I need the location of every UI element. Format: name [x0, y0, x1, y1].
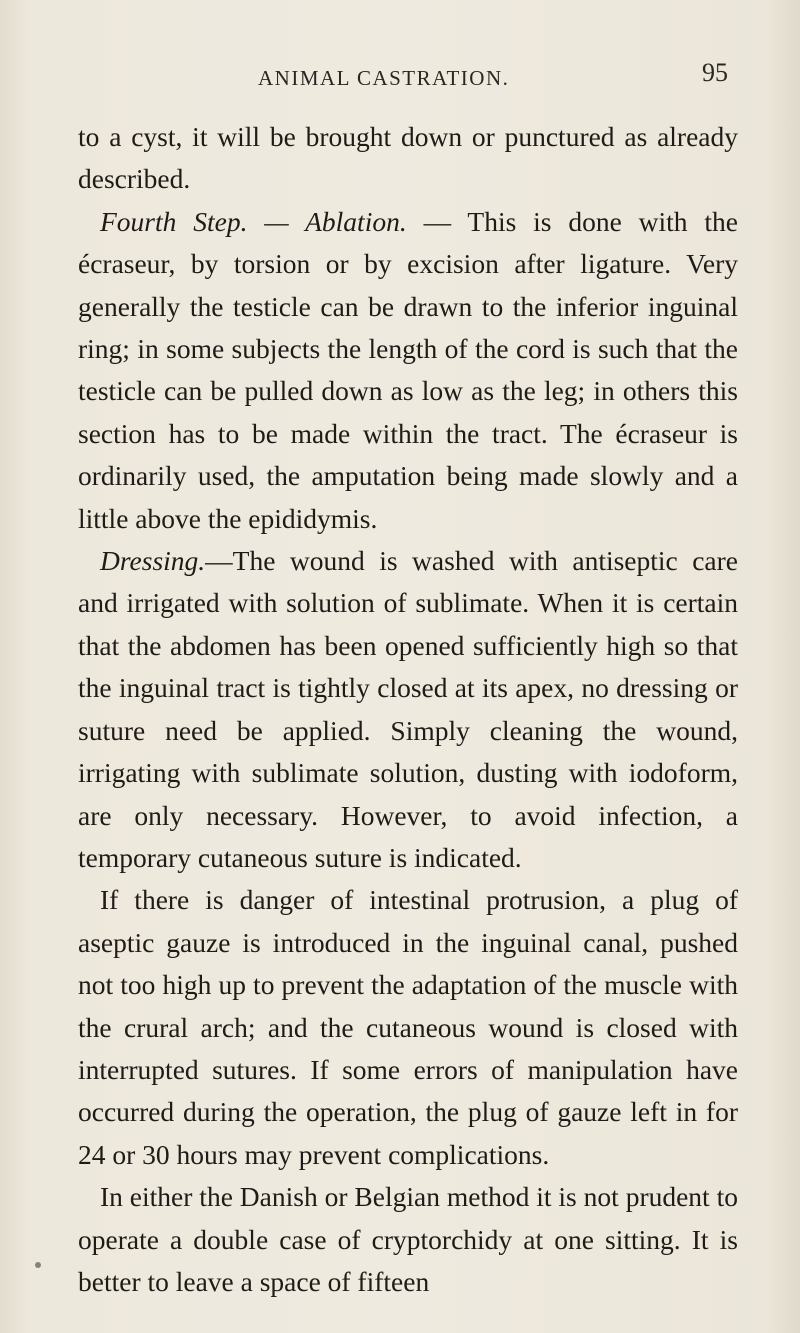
paragraph-intestinal-protrusion — [78, 879, 738, 1176]
paragraph-continuation — [78, 116, 738, 201]
section-heading-dressing: Dressing. — [100, 545, 206, 577]
paragraph-text: If there is danger of intestinal protrusion, a plug of aseptic gauze is introduced in the inguinal canal, pushed not too high up to prevent the adaptation of the muscle with the crural arch; and the cutaneous wound is closed with interrupted sutures. If some errors of manipulation have occurred during the operation, the plug of gauze left in for 24 or 30 hours may prevent complications. — [78, 884, 738, 1170]
paragraph-text: to a cyst, it will be brought down or punctured as already described. — [78, 121, 738, 195]
paragraph-text: —The wound is washed with antiseptic care and irrigated with solution of sublimate. When it is certain that the abdomen has been opened sufficiently high so that the inguinal tract is tightly closed at its apex, no dressing or suture need be applied. Simply cleaning the wound, irrigating with sublimate solution, dusting with iodoform, are only necessary. However, to avoid infection, a temporary cutaneous suture is indicated. — [78, 545, 738, 873]
body-text — [78, 116, 738, 1303]
paper-speck — [35, 1262, 41, 1268]
paragraph-text: In either the Danish or Belgian method it is not prudent to operate a double case of cryptorchidy at one sitting. It is better to leave a space of fifteen — [78, 1181, 738, 1297]
paragraph-fourth-step — [78, 201, 738, 540]
section-heading-fourth-step: Fourth Step. — Ablation. — [100, 205, 407, 237]
running-head — [78, 58, 736, 94]
paragraph-text: — This is done with the écraseur, by torsion or by excision after ligature. Very generally the testicle can be drawn to the inferior inguinal ring; in some subjects the length of the cord is such that the testicle can be pulled down as low as the leg; in others this section has to be made within the tract. The écraseur is ordinarily used, the amputation being made slowly and a little above the epididymis. — [78, 205, 738, 534]
paragraph-dressing — [78, 540, 738, 879]
paragraph-danish-belgian — [78, 1176, 738, 1303]
running-head-title: ANIMAL CASTRATION. — [258, 66, 510, 90]
page-number: 95 — [702, 58, 728, 87]
